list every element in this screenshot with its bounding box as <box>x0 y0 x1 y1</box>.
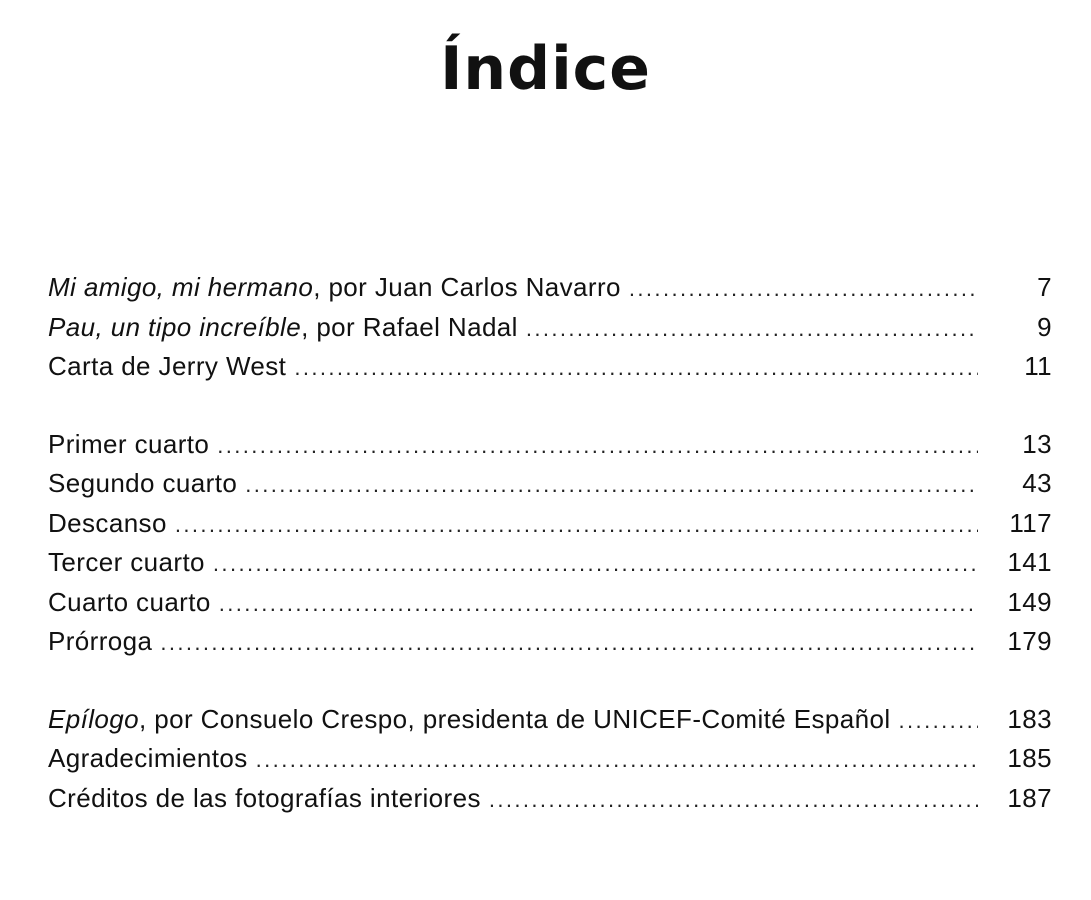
dot-leader <box>629 269 978 308</box>
toc-group-front-matter <box>48 268 1052 387</box>
toc-entry-page: 141 <box>1007 547 1052 577</box>
toc-entry-text: Primer cuarto <box>48 428 210 459</box>
toc-entry[interactable] <box>48 779 1052 819</box>
toc-entry[interactable] <box>48 543 1052 583</box>
toc-entry-page: 183 <box>1007 703 1052 734</box>
dot-leader <box>219 584 978 623</box>
toc-entry-text: Agradecimientos <box>48 743 248 773</box>
toc-group-back-matter <box>48 700 1052 819</box>
toc-entry[interactable] <box>48 583 1052 623</box>
toc-entry-page: 43 <box>1022 468 1052 498</box>
toc-group-chapters <box>48 425 1052 662</box>
toc-entry-page: 187 <box>1007 782 1052 813</box>
toc-entry[interactable] <box>48 308 1052 348</box>
dot-leader <box>213 544 978 583</box>
toc-entry-label <box>48 268 629 307</box>
toc-entry[interactable] <box>48 739 1052 779</box>
dot-leader <box>245 465 978 504</box>
dot-leader <box>256 740 978 779</box>
toc-entry-page: 179 <box>1007 626 1052 656</box>
toc-entry-page: 9 <box>1037 311 1052 342</box>
toc-entry[interactable] <box>48 347 1052 387</box>
toc-entry-text: Tercer cuarto <box>48 547 205 577</box>
toc-entry-text: Segundo cuarto <box>48 468 238 498</box>
toc-entry[interactable] <box>48 425 1052 465</box>
dot-leader <box>489 780 978 819</box>
toc-entry-page: 149 <box>1007 586 1052 617</box>
toc-entry-italic-text: Mi amigo, mi hermano <box>48 272 314 302</box>
toc-entry-page: 11 <box>1024 351 1052 381</box>
toc-entry-label <box>48 543 213 582</box>
toc-entry-text: , por Consuelo Crespo, presidenta de UNICEF-Comité Español <box>138 703 891 734</box>
toc-entry-label <box>48 308 526 347</box>
toc-entry-label <box>48 347 294 386</box>
toc-entry-text: Carta de Jerry West <box>48 351 287 381</box>
toc-entry-label <box>48 425 217 464</box>
toc-entry-page: 7 <box>1037 272 1052 302</box>
toc-entry[interactable] <box>48 622 1052 662</box>
toc-entry-label <box>48 779 489 818</box>
toc-entry[interactable] <box>48 504 1052 544</box>
dot-leader <box>899 701 978 740</box>
toc-entry-label <box>48 700 899 739</box>
dot-leader <box>217 426 978 465</box>
toc-entry-italic-text: Pau, un tipo increíble <box>48 311 302 342</box>
toc-entry-page: 185 <box>1007 743 1052 773</box>
toc-entry-text: Cuarto cuarto <box>48 586 211 617</box>
toc-entry[interactable] <box>48 700 1052 740</box>
dot-leader <box>526 309 978 348</box>
dot-leader <box>294 348 978 387</box>
toc-entry-label <box>48 464 245 503</box>
toc-entry-text: Prórroga <box>48 626 153 656</box>
toc-entry-text: , por Juan Carlos Navarro <box>313 272 621 302</box>
toc-entry-label <box>48 504 175 543</box>
toc-entry[interactable] <box>48 268 1052 308</box>
dot-leader <box>160 623 978 662</box>
toc-entry-page: 117 <box>1009 507 1052 538</box>
toc-entry-italic-text: Epílogo <box>48 703 139 734</box>
toc-entry-label <box>48 739 256 778</box>
page-title: Índice <box>440 34 651 104</box>
dot-leader <box>175 505 978 544</box>
toc-entry-text: , por Rafael Nadal <box>301 311 518 342</box>
toc-entry-page: 13 <box>1022 428 1052 459</box>
toc-entry-text: Créditos de las fotografías interiores <box>48 782 481 813</box>
toc-entry[interactable] <box>48 464 1052 504</box>
toc-entry-label <box>48 583 219 622</box>
toc-entry-label <box>48 622 160 661</box>
toc-entry-text: Descanso <box>48 507 167 538</box>
table-of-contents <box>48 268 1052 856</box>
